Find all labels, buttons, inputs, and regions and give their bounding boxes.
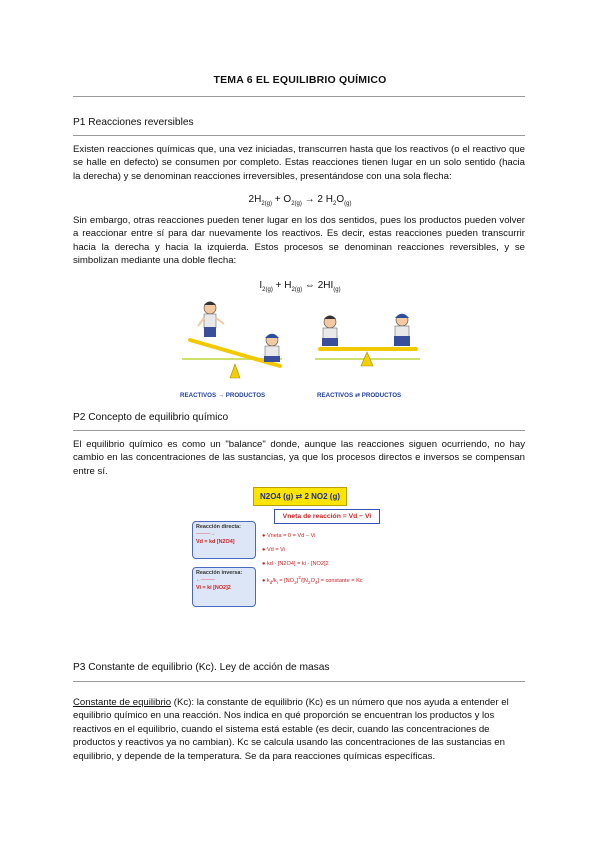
section-divider-p3 [73,681,525,682]
diagram-box-direct: Reacción directa: ―――→ Vd = kd [N2O4] [192,521,256,559]
diagram-box-inverse-formula: Vi = ki [NO2]2 [196,585,231,591]
paragraph-kc-text: (Kc): la constante de equilibrio (Kc) es un número que nos ayuda a entender el equilibrio químico en una reacción. Nos indica en qué proporción se encuentran los productos y los reactivos en el equilibrio, cuando el sistema está estable (es decir, cuando las concentraciones de productos y reactivos ya no cambian). Kc se calcula usando las concentraciones de las sustancias en equilibrio, y depende de la temperatura. Se da para reacciones químicas específicas. [73,697,509,762]
caption-reversible: REACTIVOS ⇄ PRODUCTOS [317,392,402,399]
diagram-box-inverse: Reacción inversa: ←――― Vi = ki [NO2]2 [192,567,256,607]
diagram-box-direct-formula: Vd = kd [N2O4] [196,539,235,545]
diagram-bullet-2: ● Vd = Vi [262,547,286,553]
diagram-vneta: Vneta de reacción = Vd − Vi [274,509,380,524]
section-heading-p1: P1 Reacciones reversibles [73,117,194,128]
seesaw-right-icon [315,314,420,366]
section-heading-p2: P2 Concepto de equilibrio químico [73,412,229,423]
equation-reversible: $I_{2(g)} + H_{2(g)}$ ⇔ $2HI_{(g)}$ [259,280,341,293]
diagram-bullet-4: ● $k_d/k_i = [NO_2]^2/[N_2O_4]$ = constante = Kc [262,575,363,585]
section-divider-p2 [73,430,525,431]
diagram-bullet-3: ● kd · [N2O4] = ki · [NO2]2 [262,561,329,567]
equilibrium-diagram [190,487,400,617]
paragraph-kc [73,696,525,763]
paragraph-equilibrium: El equilibrio químico es como un "balance" donde, aunque las reacciones siguen ocurriendo, no hay cambio en las concentraciones de las sustancias, ya que los procesos directos e inversos se compensan entre sí. [73,439,525,477]
page-title: TEMA 6 EL EQUILIBRIO QUÍMICO [213,74,387,86]
seesaw-illustration [180,296,425,404]
paragraph-irreversible: Existen reacciones químicas que, una vez iniciadas, transcurren hasta que los reactivos (o el reactivo que se halle en defecto) se consumen por completo. Estas reacciones tienen lugar en un solo sentido (hacia la derecha) y se denominan reacciones irreversibles, presentándose con una sola flecha: [73,144,525,182]
term-kc: Constante de equilibrio [73,697,172,708]
seesaw-left-icon [182,302,282,379]
equation-irreversible: $2H_{2(g)} + O_{2(g)} \to 2$ $H_2O_{(g)}$ [248,194,352,207]
diagram-box-direct-title: Reacción directa: [196,524,241,530]
title-divider [73,96,525,97]
caption-irreversible: REACTIVOS → PRODUCTOS [180,392,266,399]
paragraph-reversible: Sin embargo, otras reacciones pueden tener lugar en los dos sentidos, pues los productos pueden volver a reaccionar entre sí para dar nuevamente los reactivos. Es decir, estas reacciones pueden transcurrir hacia la derecha y hacia la izquierda. Estos procesos se denominan reacciones reversibles, y se simbolizan mediante una doble flecha: [73,215,525,267]
diagram-bullet-1: ● Vneta = 0 = Vd − Vi [262,533,316,539]
section-divider-p1 [73,135,525,136]
section-heading-p3: P3 Constante de equilibrio (Kc). Ley de acción de masas [73,662,330,673]
diagram-box-inverse-title: Reacción inversa: [196,570,243,576]
diagram-top-equation: N2O4 (g) ⇄ 2 NO2 (g) [253,487,347,506]
diagram-bullets [262,529,363,590]
